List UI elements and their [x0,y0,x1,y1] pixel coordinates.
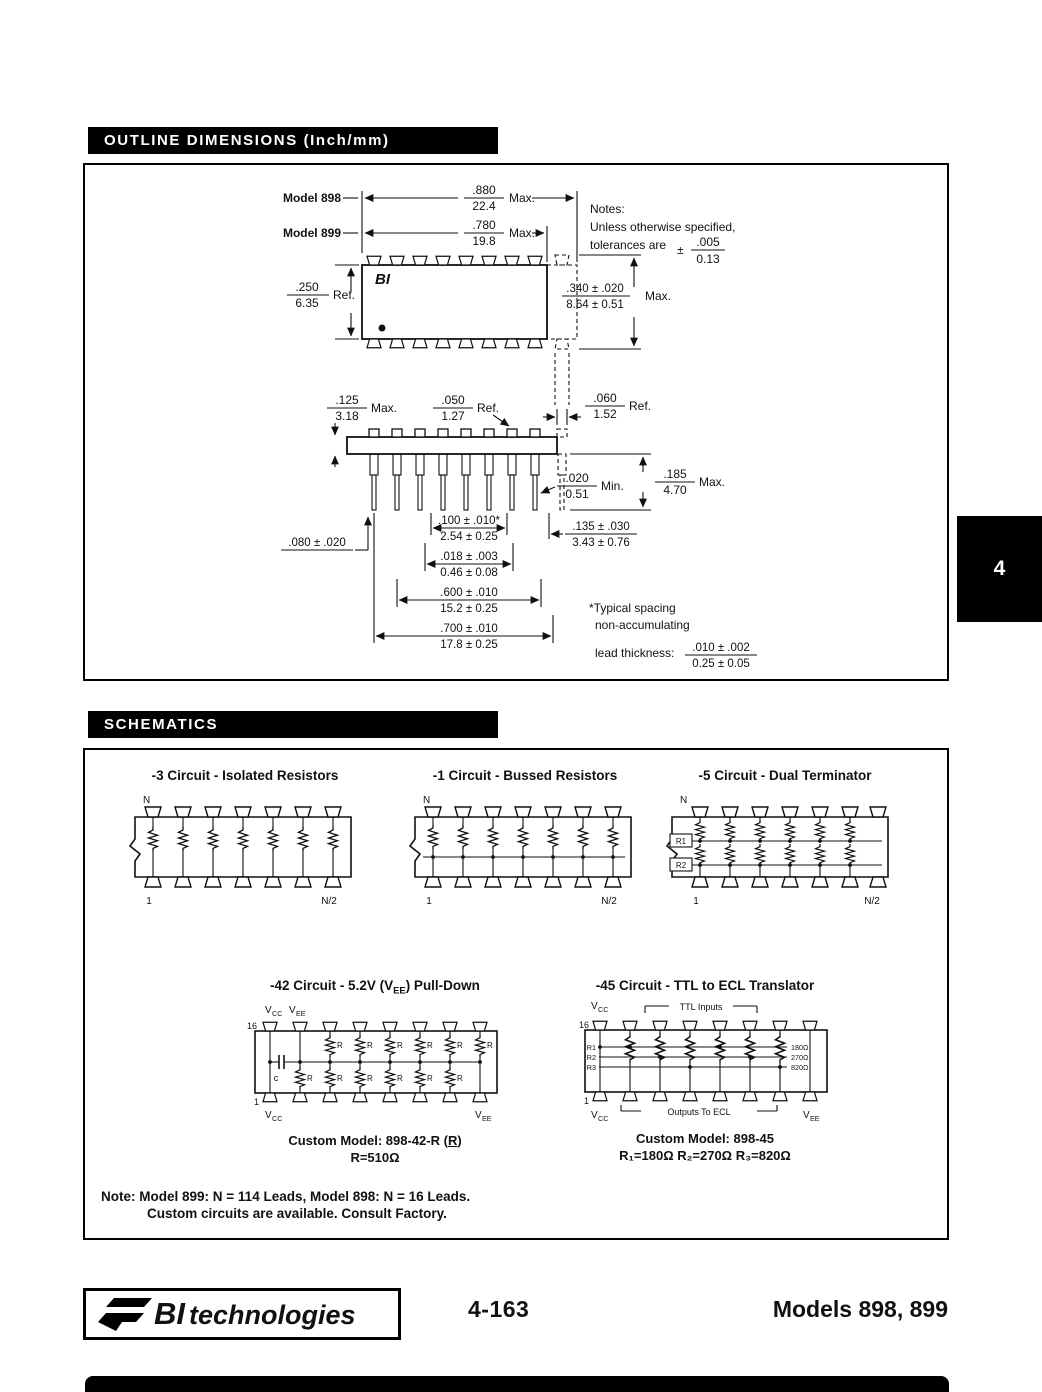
dim-020 [541,471,624,501]
svg-text:N: N [680,795,688,806]
svg-text:.050: .050 [441,393,465,407]
svg-text:.018 ± .003: .018 ± .003 [440,551,498,563]
svg-text:180Ω: 180Ω [791,1043,809,1052]
dim-135 [549,513,637,549]
svg-text:R: R [487,1040,493,1050]
schematic-42-drawing [235,1001,515,1131]
model-899-label: Model 899 [282,226,341,240]
svg-text:V: V [265,1004,272,1016]
svg-text:Max.: Max. [371,401,398,415]
svg-text:V: V [289,1004,296,1016]
model-898-label: Model 898 [282,191,341,205]
svg-text:CC: CC [272,1113,283,1123]
svg-text:Max.: Max. [699,475,726,489]
svg-text:1: 1 [253,1096,259,1107]
footnotes [589,601,757,670]
svg-text:Outputs To ECL: Outputs To ECL [667,1107,731,1117]
svg-text:820Ω: 820Ω [791,1063,809,1072]
schematic-42-circuit [215,978,535,1165]
svg-text:V: V [475,1109,482,1121]
svg-text:1.52: 1.52 [593,407,617,421]
svg-text:R: R [457,1073,463,1083]
schematic-42-caption: Custom Model: 898-42-R (R) [288,1132,462,1148]
section-tab: 4 [957,516,1042,622]
svg-text:1: 1 [146,896,152,907]
svg-text:N: N [143,795,151,806]
svg-text:0.13: 0.13 [696,252,720,266]
svg-text:Ref.: Ref. [629,399,652,413]
schematic-45-circuit [545,978,865,1163]
svg-text:R: R [397,1073,403,1083]
svg-text:R: R [307,1073,313,1083]
notes-block [590,202,735,266]
schematics-header: SCHEMATICS [88,711,498,738]
svg-text:R2: R2 [586,1053,596,1062]
svg-text:R: R [457,1040,463,1050]
svg-text:Max.: Max. [509,191,536,205]
svg-text:CC: CC [272,1008,283,1018]
svg-text:N: N [423,795,431,806]
svg-text:CC: CC [598,1114,609,1123]
svg-text:.700 ± .010: .700 ± .010 [440,623,498,635]
svg-text:EE: EE [296,1008,306,1018]
svg-text:3.43 ± 0.76: 3.43 ± 0.76 [572,537,630,549]
svg-text:Ref.: Ref. [477,401,500,415]
svg-text:V: V [265,1109,272,1121]
dim-880 [283,183,577,262]
outline-dimensions-header: OUTLINE DIMENSIONS (Inch/mm) [88,127,498,154]
svg-text:Max.: Max. [645,289,672,303]
dim-018 [425,543,513,579]
dim-340 [562,255,671,349]
svg-text:2.54 ± 0.25: 2.54 ± 0.25 [440,531,498,543]
schematics-box [83,748,949,1240]
svg-text:0.25 ± 0.05: 0.25 ± 0.05 [692,658,750,670]
svg-text:.010 ± .002: .010 ± .002 [692,642,750,654]
schematic-5-circuit [660,768,910,912]
schematic-45-resistance: R₁=180Ω R₂=270Ω R₃=820Ω [619,1148,791,1163]
dim-060 [543,391,651,425]
svg-text:6.35: 6.35 [295,296,319,310]
svg-text:Ref.: Ref. [333,288,356,302]
svg-text:.005: .005 [696,235,720,249]
page-number: 4-163 [468,1296,530,1322]
svg-text:0.46 ± 0.08: 0.46 ± 0.08 [440,567,498,579]
brand-name: BI technologies [154,1296,356,1331]
chip-logo: BI [375,271,390,288]
package-side-view [347,429,567,510]
dim-050 [433,393,509,426]
schematic-3-circuit [123,768,367,912]
svg-text:1: 1 [426,896,432,907]
svg-text:c: c [273,1072,279,1083]
svg-text:R1: R1 [586,1043,596,1052]
schematics-note [101,1188,470,1222]
svg-text:*Typical spacing: *Typical spacing [589,601,676,615]
dim-125 [327,393,397,467]
bi-logo-glyph [92,1293,154,1335]
svg-text:V: V [591,1110,598,1121]
svg-text:1: 1 [583,1096,589,1106]
schematic-5-drawing [660,787,900,912]
svg-text:.185: .185 [663,467,687,481]
svg-text:.250: .250 [295,280,319,294]
schematic-1-drawing [403,787,643,912]
dim-100 [431,513,507,543]
svg-text:R1: R1 [675,837,687,846]
svg-text:tolerances are: tolerances are [590,238,667,252]
svg-text:270Ω: 270Ω [791,1053,809,1062]
svg-text:TTL Inputs: TTL Inputs [679,1002,723,1012]
outline-dimensions-box [83,163,949,681]
schematic-1-title: -1 Circuit - Bussed Resistors [432,768,618,783]
svg-text:EE: EE [810,1114,820,1123]
dashed-extension [547,255,577,405]
svg-text:.135 ± .030: .135 ± .030 [572,521,630,533]
svg-text:R: R [397,1040,403,1050]
dim-780 [283,218,547,262]
svg-text:16: 16 [578,1020,589,1030]
svg-text:.100 ± .010*: .100 ± .010* [438,515,500,527]
brand-logo-box [83,1288,401,1340]
schematic-42-title: -42 Circuit - 5.2V $(V_{EE})$ Pull-Down [270,978,480,997]
note-label: Note: [101,1189,136,1204]
svg-text:3.18: 3.18 [335,409,359,423]
svg-text:.060: .060 [593,391,617,405]
svg-text:R: R [427,1073,433,1083]
svg-text:CC: CC [598,1005,609,1014]
svg-text:Min.: Min. [601,479,624,493]
svg-text:N/2: N/2 [321,896,337,907]
bottom-bar [85,1376,949,1392]
svg-text:Max.: Max. [509,226,536,240]
svg-text:Notes:: Notes: [590,202,625,216]
svg-text:4.70: 4.70 [663,483,687,497]
note-line2: Custom circuits are available. Consult Factory. [147,1206,447,1221]
model-numbers: Models 898, 899 [772,1296,948,1322]
svg-text:.080 ± .020: .080 ± .020 [288,537,346,549]
note-line1: Model 899: N = 114 Leads, Model 898: N = 16 Leads. [139,1189,471,1204]
svg-text:EE: EE [482,1113,492,1123]
svg-text:R: R [367,1073,373,1083]
svg-text:non-accumulating: non-accumulating [595,618,690,632]
svg-text:.780: .780 [472,218,496,232]
svg-text:R: R [427,1040,433,1050]
schematic-3-drawing [123,787,363,912]
svg-text:16: 16 [246,1020,257,1031]
schematic-42-resistance: R=510Ω [350,1149,400,1165]
svg-text:Unless otherwise specified,: Unless otherwise specified, [590,220,736,234]
svg-text:.020: .020 [565,471,589,485]
schematic-1-circuit [403,768,647,912]
svg-text:R3: R3 [586,1063,596,1072]
svg-text:.880: .880 [472,183,496,197]
schematic-5-title: -5 Circuit - Dual Terminator [698,768,872,783]
dim-185 [570,454,725,510]
leads [370,454,539,510]
svg-text:0.51: 0.51 [565,487,589,501]
dim-250 [287,265,359,339]
svg-text:V: V [591,1001,598,1012]
svg-text:N/2: N/2 [864,896,880,907]
dim-080-final [281,517,368,550]
svg-text:15.2 ± 0.25: 15.2 ± 0.25 [440,603,498,615]
dim-600 [397,579,541,615]
svg-text:R: R [367,1040,373,1050]
pin1-dot [379,325,386,332]
schematic-45-drawing [565,997,845,1129]
svg-text:22.4: 22.4 [472,199,496,213]
svg-text:±: ± [677,243,684,257]
svg-text:R: R [337,1073,343,1083]
svg-text:1.27: 1.27 [441,409,465,423]
schematic-45-caption: Custom Model: 898-45 [636,1131,774,1146]
svg-text:19.8: 19.8 [472,234,496,248]
schematic-3-title: -3 Circuit - Isolated Resistors [151,768,339,783]
outline-drawing [85,165,947,679]
svg-text:8.64 ± 0.51: 8.64 ± 0.51 [566,299,624,311]
svg-text:V: V [803,1110,810,1121]
svg-text:lead thickness:: lead thickness: [595,646,675,660]
svg-text:R: R [337,1040,343,1050]
svg-text:N/2: N/2 [601,896,617,907]
svg-text:.125: .125 [335,393,359,407]
svg-text:R2: R2 [675,861,687,870]
schematic-45-title: -45 Circuit - TTL to ECL Translator [595,978,815,993]
svg-text:1: 1 [693,896,699,907]
svg-text:.600 ± .010: .600 ± .010 [440,587,498,599]
svg-text:.340 ± .020: .340 ± .020 [566,283,624,295]
svg-text:17.8 ± 0.25: 17.8 ± 0.25 [440,639,498,651]
